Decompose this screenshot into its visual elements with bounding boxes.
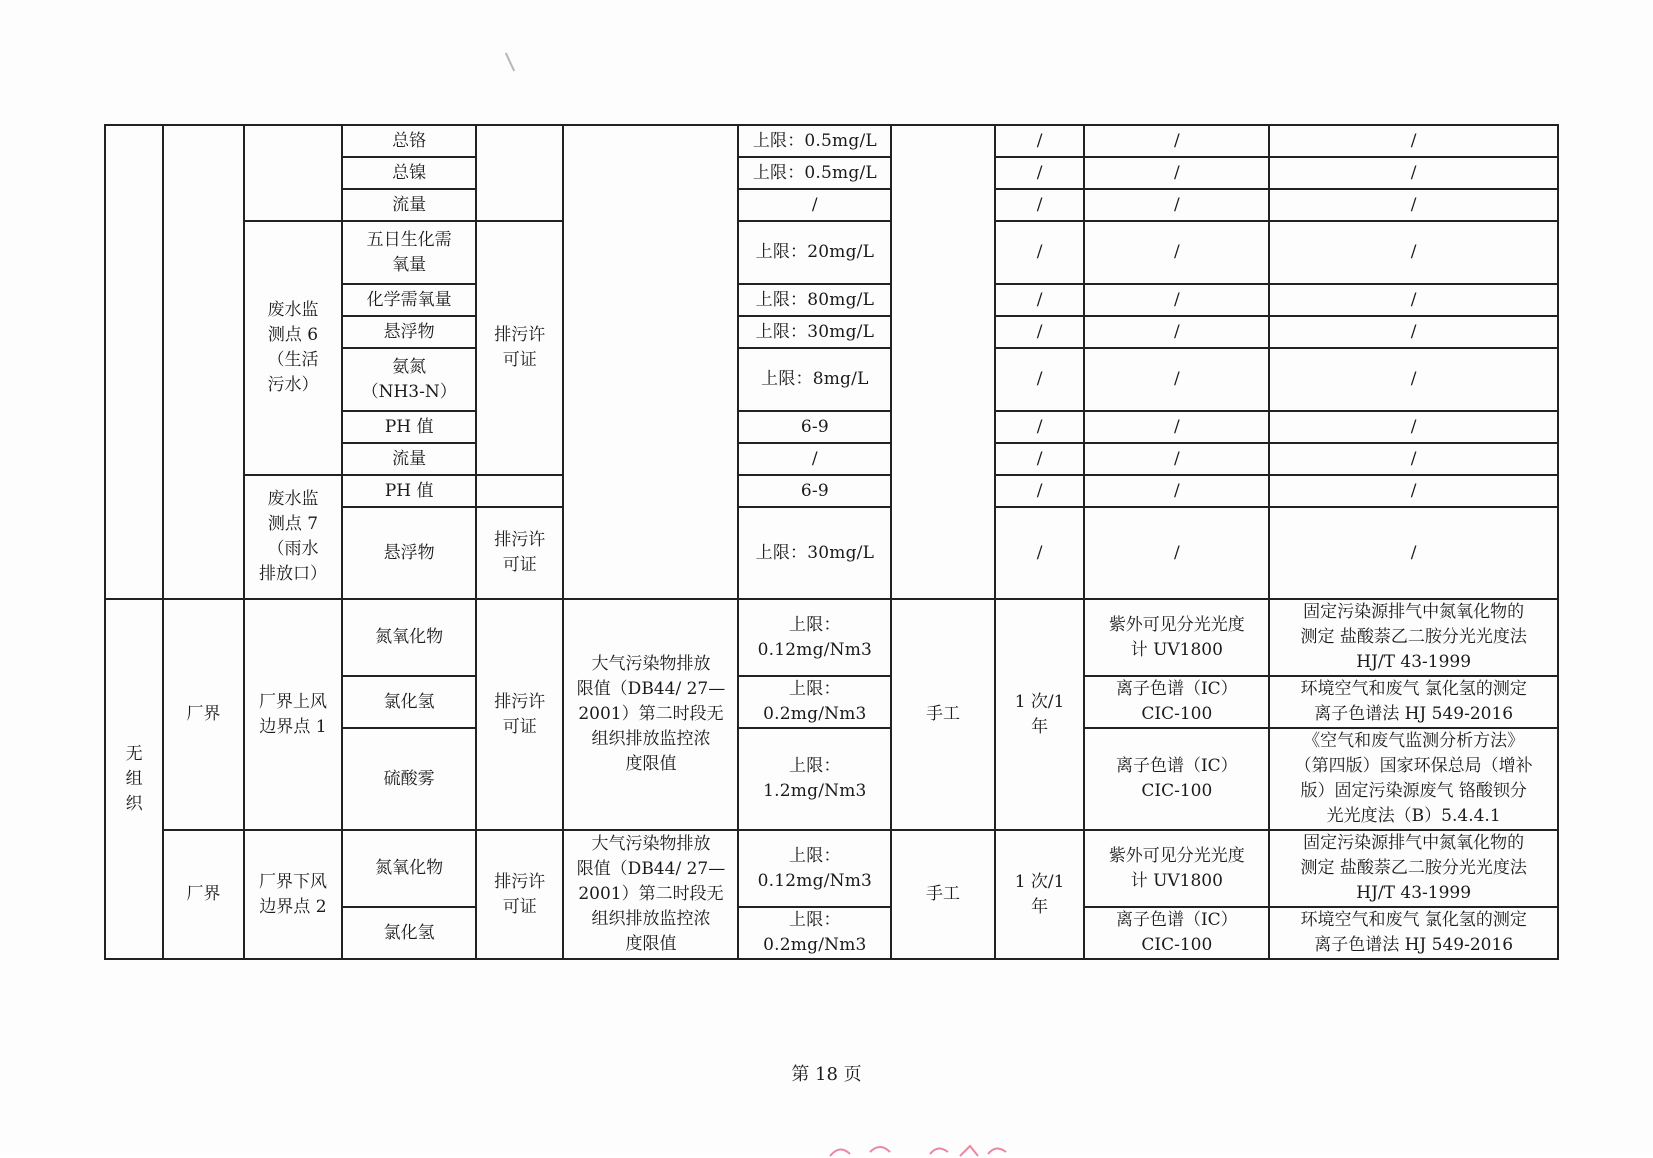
limit-cell: 6-9 xyxy=(738,475,891,507)
point-cell: 厂界上风 边界点 1 xyxy=(244,599,343,830)
point-cell: 厂界下风 边界点 2 xyxy=(244,830,343,959)
item-cell: 悬浮物 xyxy=(342,507,476,599)
frequency-cell: / xyxy=(995,348,1084,411)
method-cell: 环境空气和废气 氯化氢的测定 离子色谱法 HJ 549-2016 xyxy=(1269,676,1558,728)
location-cell xyxy=(163,125,243,599)
instrument-cell: 紫外可见分光光度 计 UV1800 xyxy=(1084,830,1269,907)
basis-cell xyxy=(476,475,563,507)
instrument-cell: / xyxy=(1084,411,1269,443)
method-cell: / xyxy=(1269,443,1558,475)
location-cell: 厂界 xyxy=(163,599,243,830)
basis-cell: 排污许 可证 xyxy=(476,830,563,959)
table-row xyxy=(105,125,1558,157)
item-cell: 流量 xyxy=(342,189,476,221)
table-row xyxy=(105,475,1558,507)
frequency-cell: / xyxy=(995,316,1084,348)
limit-cell: 上限： 0.12mg/Nm3 xyxy=(738,830,891,907)
instrument-cell: / xyxy=(1084,443,1269,475)
method-cell: 《空气和废气监测分析方法》 （第四版）国家环保总局（增补 版）固定污染源废气 铬酸钡分 光光度法（B）5.4.4.1 xyxy=(1269,728,1558,830)
frequency-cell: / xyxy=(995,125,1084,157)
frequency-cell: / xyxy=(995,507,1084,599)
frequency-cell: 1 次/1 年 xyxy=(995,599,1084,830)
limit-cell: 上限： 0.2mg/Nm3 xyxy=(738,907,891,959)
instrument-cell: 离子色谱（IC） CIC-100 xyxy=(1084,728,1269,830)
limit-cell: 上限： 1.2mg/Nm3 xyxy=(738,728,891,830)
limit-cell: 上限：0.5mg/L xyxy=(738,125,891,157)
method-cell: / xyxy=(1269,157,1558,189)
basis-cell xyxy=(476,125,563,221)
instrument-cell: 紫外可见分光光度 计 UV1800 xyxy=(1084,599,1269,676)
limit-cell: 上限： 0.12mg/Nm3 xyxy=(738,599,891,676)
item-cell: PH 值 xyxy=(342,411,476,443)
frequency-cell: / xyxy=(995,284,1084,316)
item-cell: 总铬 xyxy=(342,125,476,157)
table-row xyxy=(105,599,1558,676)
limit-cell: 上限：30mg/L xyxy=(738,507,891,599)
instrument-cell: 离子色谱（IC） CIC-100 xyxy=(1084,676,1269,728)
mode-cell xyxy=(891,125,995,599)
instrument-cell: / xyxy=(1084,507,1269,599)
instrument-cell: 离子色谱（IC） CIC-100 xyxy=(1084,907,1269,959)
method-cell: / xyxy=(1269,507,1558,599)
limit-cell: / xyxy=(738,189,891,221)
method-cell: / xyxy=(1269,125,1558,157)
item-cell: 悬浮物 xyxy=(342,316,476,348)
item-cell: 氯化氢 xyxy=(342,907,476,959)
instrument-cell: / xyxy=(1084,316,1269,348)
item-cell: 五日生化需 氧量 xyxy=(342,221,476,284)
instrument-cell: / xyxy=(1084,284,1269,316)
table-row xyxy=(105,830,1558,907)
point-cell xyxy=(244,125,343,221)
instrument-cell: / xyxy=(1084,221,1269,284)
monitoring-table xyxy=(104,124,1559,960)
item-cell: 化学需氧量 xyxy=(342,284,476,316)
limit-cell: 上限：30mg/L xyxy=(738,316,891,348)
standard-cell: 大气污染物排放 限值（DB44/ 27— 2001）第二时段无 组织排放监控浓 度限值 xyxy=(563,830,738,959)
mode-cell: 手工 xyxy=(891,830,995,959)
item-cell: PH 值 xyxy=(342,475,476,507)
basis-cell: 排污许 可证 xyxy=(476,507,563,599)
item-cell: 流量 xyxy=(342,443,476,475)
frequency-cell: / xyxy=(995,475,1084,507)
limit-cell: 6-9 xyxy=(738,411,891,443)
frequency-cell: / xyxy=(995,411,1084,443)
mode-cell: 手工 xyxy=(891,599,995,830)
limit-cell: 上限：8mg/L xyxy=(738,348,891,411)
category-cell xyxy=(105,125,163,599)
method-cell: / xyxy=(1269,411,1558,443)
method-cell: / xyxy=(1269,348,1558,411)
item-cell: 氮氧化物 xyxy=(342,830,476,907)
item-cell: 氮氧化物 xyxy=(342,599,476,676)
method-cell: / xyxy=(1269,316,1558,348)
method-cell: 固定污染源排气中氮氧化物的 测定 盐酸萘乙二胺分光光度法 HJ/T 43-1999 xyxy=(1269,599,1558,676)
method-cell: 环境空气和废气 氯化氢的测定 离子色谱法 HJ 549-2016 xyxy=(1269,907,1558,959)
page-number: 第 18 页 xyxy=(791,1064,862,1085)
limit-cell: 上限： 0.2mg/Nm3 xyxy=(738,676,891,728)
basis-cell: 排污许 可证 xyxy=(476,221,563,475)
method-cell: 固定污染源排气中氮氧化物的 测定 盐酸萘乙二胺分光光度法 HJ/T 43-1999 xyxy=(1269,830,1558,907)
frequency-cell: / xyxy=(995,157,1084,189)
standard-cell: 大气污染物排放 限值（DB44/ 27— 2001）第二时段无 组织排放监控浓 度限值 xyxy=(563,599,738,830)
table-row xyxy=(105,221,1558,284)
point-cell: 废水监 测点 6 （生活 污水） xyxy=(244,221,343,475)
point-cell: 废水监 测点 7 （雨水 排放口） xyxy=(244,475,343,599)
frequency-cell: / xyxy=(995,443,1084,475)
method-cell: / xyxy=(1269,189,1558,221)
item-cell: 氨氮 （NH3-N） xyxy=(342,348,476,411)
method-cell: / xyxy=(1269,221,1558,284)
item-cell: 总镍 xyxy=(342,157,476,189)
method-cell: / xyxy=(1269,475,1558,507)
instrument-cell: / xyxy=(1084,157,1269,189)
location-cell: 厂界 xyxy=(163,830,243,959)
limit-cell: / xyxy=(738,443,891,475)
category-cell: 无 组 织 xyxy=(105,599,163,959)
item-cell: 氯化氢 xyxy=(342,676,476,728)
frequency-cell: 1 次/1 年 xyxy=(995,830,1084,959)
scan-mark xyxy=(505,53,515,72)
method-cell: / xyxy=(1269,284,1558,316)
basis-cell: 排污许 可证 xyxy=(476,599,563,830)
limit-cell: 上限：20mg/L xyxy=(738,221,891,284)
instrument-cell: / xyxy=(1084,348,1269,411)
frequency-cell: / xyxy=(995,189,1084,221)
standard-cell xyxy=(563,125,738,599)
instrument-cell: / xyxy=(1084,475,1269,507)
instrument-cell: / xyxy=(1084,189,1269,221)
seal-stamp-fragment xyxy=(820,1138,1060,1158)
item-cell: 硫酸雾 xyxy=(342,728,476,830)
limit-cell: 上限：80mg/L xyxy=(738,284,891,316)
limit-cell: 上限：0.5mg/L xyxy=(738,157,891,189)
frequency-cell: / xyxy=(995,221,1084,284)
instrument-cell: / xyxy=(1084,125,1269,157)
